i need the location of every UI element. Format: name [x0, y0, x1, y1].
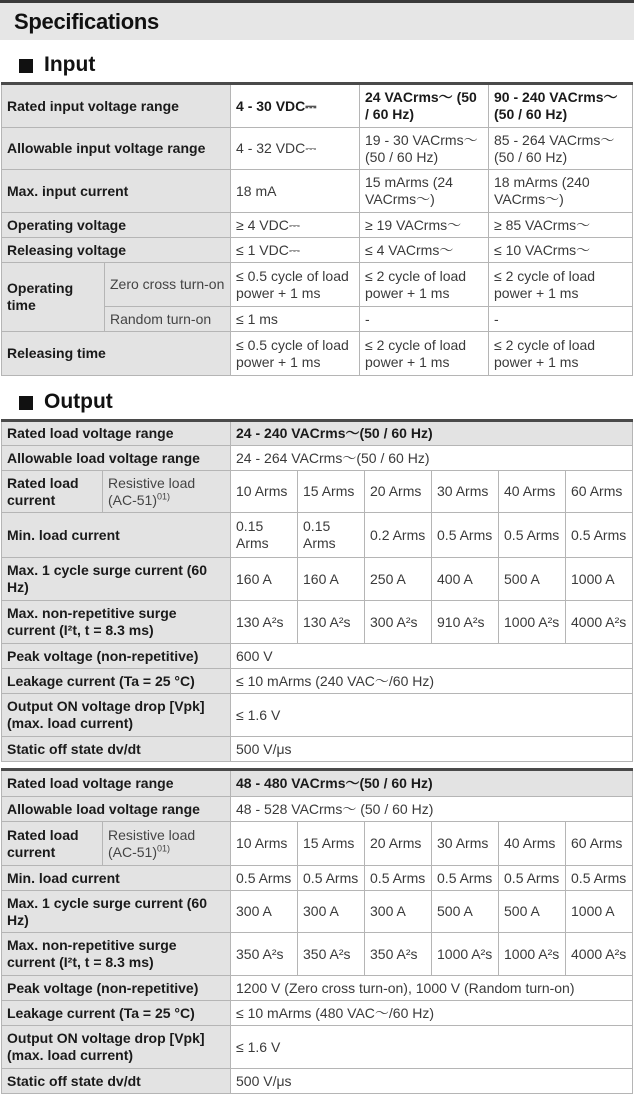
- cell: 1200 V (Zero cross turn-on), 1000 V (Random turn-on): [231, 976, 633, 1001]
- table-row: [2, 601, 633, 644]
- cell: 4 - 30 VDC⎓: [231, 84, 360, 128]
- cell: 0.15 Arms: [298, 513, 365, 558]
- surge-current-label: Max. 1 cycle surge current (60 Hz): [2, 891, 231, 933]
- operating-voltage-label: Operating voltage: [2, 213, 231, 238]
- table-row: [2, 421, 633, 446]
- surge-current-label: Max. 1 cycle surge current (60 Hz): [2, 558, 231, 601]
- resistive-load-label: [103, 471, 231, 513]
- dvdt-label: Static off state dv/dt: [2, 1069, 231, 1094]
- table-row: [2, 513, 633, 558]
- cell: 20 Arms: [365, 822, 432, 866]
- cell: 10 Arms: [231, 471, 298, 513]
- i2t-surge-label: Max. non-repetitive surge current (I²t, t = 8.3 ms): [2, 933, 231, 976]
- leakage-current-label: Leakage current (Ta = 25 °C): [2, 1001, 231, 1026]
- cell: ≤ 1 ms: [231, 307, 360, 332]
- voltage-drop-label: Output ON voltage drop [Vpk] (max. load current): [2, 1026, 231, 1069]
- cell: 18 mArms (240 VACrms～): [489, 170, 633, 213]
- cell: 15 Arms: [298, 822, 365, 866]
- table-row: [2, 1001, 633, 1026]
- table-row: [2, 213, 633, 238]
- resistive-load-text: Resistive load (AC-51): [108, 826, 196, 860]
- footnote-ref: 01): [157, 490, 171, 501]
- square-bullet-icon: [19, 59, 33, 73]
- cell: 500 V/μs: [231, 737, 633, 762]
- cell: 19 - 30 VACrms～ (50 / 60 Hz): [360, 128, 489, 170]
- cell: 0.5 Arms: [499, 866, 566, 891]
- input-section-heading: Input: [0, 50, 634, 80]
- cell: 350 A²s: [365, 933, 432, 976]
- output-spec-table-2: [1, 768, 633, 1094]
- cell: -: [360, 307, 489, 332]
- cell: 10 Arms: [231, 822, 298, 866]
- cell: 300 A²s: [365, 601, 432, 644]
- cell: ≤ 2 cycle of load power + 1 ms: [489, 332, 633, 376]
- cell: ≤ 10 mArms (240 VAC～/60 Hz): [231, 669, 633, 694]
- resistive-load-label: [103, 822, 231, 866]
- table-row: [2, 471, 633, 513]
- resistive-load-text: Resistive load (AC-51): [108, 474, 196, 508]
- cell: ≤ 10 VACrms～: [489, 238, 633, 263]
- cell: 24 - 240 VACrms～(50 / 60 Hz): [231, 421, 633, 446]
- cell: ≤ 2 cycle of load power + 1 ms: [360, 332, 489, 376]
- cell: 350 A²s: [298, 933, 365, 976]
- table-row: [2, 822, 633, 866]
- cell: 300 A: [231, 891, 298, 933]
- leakage-current-label: Leakage current (Ta = 25 °C): [2, 669, 231, 694]
- cell: 18 mA: [231, 170, 360, 213]
- cell: 500 A: [432, 891, 499, 933]
- zero-cross-label: Zero cross turn-on: [105, 263, 231, 307]
- table-row: [2, 933, 633, 976]
- cell: 350 A²s: [231, 933, 298, 976]
- table-row: [2, 238, 633, 263]
- rated-load-voltage-label: Rated load voltage range: [2, 421, 231, 446]
- table-row: [2, 976, 633, 1001]
- min-load-current-label: Min. load current: [2, 513, 231, 558]
- cell: ≥ 85 VACrms～: [489, 213, 633, 238]
- square-bullet-icon: [19, 396, 33, 410]
- table-row: [2, 263, 633, 307]
- random-turn-on-label: Random turn-on: [105, 307, 231, 332]
- allowable-load-voltage-label: Allowable load voltage range: [2, 797, 231, 822]
- cell: 910 A²s: [432, 601, 499, 644]
- table-row: [2, 128, 633, 170]
- cell: 300 A: [365, 891, 432, 933]
- cell: ≥ 19 VACrms～: [360, 213, 489, 238]
- cell: ≤ 1 VDC⎓: [231, 238, 360, 263]
- dvdt-label: Static off state dv/dt: [2, 737, 231, 762]
- table-row: [2, 737, 633, 762]
- table-row: [2, 669, 633, 694]
- table-row: [2, 694, 633, 737]
- operating-time-label: Operating time: [2, 263, 105, 332]
- cell: 4 - 32 VDC⎓: [231, 128, 360, 170]
- peak-voltage-label: Peak voltage (non-repetitive): [2, 976, 231, 1001]
- cell: 160 A: [298, 558, 365, 601]
- cell: 60 Arms: [566, 471, 633, 513]
- max-input-current-label: Max. input current: [2, 170, 231, 213]
- cell: 500 V/μs: [231, 1069, 633, 1094]
- rated-load-voltage-label: Rated load voltage range: [2, 770, 231, 797]
- cell: 4000 A²s: [566, 601, 633, 644]
- cell: 15 mArms (24 VACrms～): [360, 170, 489, 213]
- cell: ≤ 4 VACrms～: [360, 238, 489, 263]
- min-load-current-label: Min. load current: [2, 866, 231, 891]
- table-row: [2, 770, 633, 797]
- cell: ≥ 4 VDC⎓: [231, 213, 360, 238]
- table-row: [2, 1026, 633, 1069]
- input-spec-table: [1, 82, 633, 376]
- rated-input-label: Rated input voltage range: [2, 84, 231, 128]
- cell: ≤ 1.6 V: [231, 694, 633, 737]
- i2t-surge-label: Max. non-repetitive surge current (I²t, t = 8.3 ms): [2, 601, 231, 644]
- table-row: [2, 170, 633, 213]
- table-row: [2, 446, 633, 471]
- cell: 0.5 Arms: [566, 866, 633, 891]
- table-row: [2, 332, 633, 376]
- cell: 24 - 264 VACrms～(50 / 60 Hz): [231, 446, 633, 471]
- rated-load-current-label: Rated load current: [2, 471, 103, 513]
- table-row: [2, 558, 633, 601]
- cell: 48 - 480 VACrms～(50 / 60 Hz): [231, 770, 633, 797]
- output-section-heading: Output: [0, 387, 634, 417]
- cell: 500 A: [499, 891, 566, 933]
- allowable-input-label: Allowable input voltage range: [2, 128, 231, 170]
- cell: 130 A²s: [231, 601, 298, 644]
- cell: 85 - 264 VACrms～ (50 / 60 Hz): [489, 128, 633, 170]
- footnote-ref: 01): [157, 842, 171, 853]
- table-row: [2, 644, 633, 669]
- cell: ≤ 10 mArms (480 VAC～/60 Hz): [231, 1001, 633, 1026]
- cell: 30 Arms: [432, 471, 499, 513]
- cell: 4000 A²s: [566, 933, 633, 976]
- cell: ≤ 2 cycle of load power + 1 ms: [360, 263, 489, 307]
- page-title: Specifications: [0, 3, 634, 40]
- releasing-voltage-label: Releasing voltage: [2, 238, 231, 263]
- cell: 30 Arms: [432, 822, 499, 866]
- cell: 0.15 Arms: [231, 513, 298, 558]
- cell: 0.5 Arms: [432, 866, 499, 891]
- cell: 500 A: [499, 558, 566, 601]
- peak-voltage-label: Peak voltage (non-repetitive): [2, 644, 231, 669]
- cell: 600 V: [231, 644, 633, 669]
- table-row: [2, 891, 633, 933]
- cell: 300 A: [298, 891, 365, 933]
- output-spec-table-1: [1, 419, 633, 762]
- table-row: [2, 1069, 633, 1094]
- cell: 90 - 240 VACrms～ (50 / 60 Hz): [489, 84, 633, 128]
- rated-load-current-label: Rated load current: [2, 822, 103, 866]
- cell: 0.5 Arms: [298, 866, 365, 891]
- cell: 0.2 Arms: [365, 513, 432, 558]
- cell: ≤ 2 cycle of load power + 1 ms: [489, 263, 633, 307]
- cell: -: [489, 307, 633, 332]
- cell: ≤ 0.5 cycle of load power + 1 ms: [231, 332, 360, 376]
- cell: 0.5 Arms: [499, 513, 566, 558]
- cell: 0.5 Arms: [231, 866, 298, 891]
- cell: 0.5 Arms: [566, 513, 633, 558]
- cell: 400 A: [432, 558, 499, 601]
- cell: 0.5 Arms: [365, 866, 432, 891]
- table-row: [2, 866, 633, 891]
- cell: 48 - 528 VACrms～ (50 / 60 Hz): [231, 797, 633, 822]
- cell: 130 A²s: [298, 601, 365, 644]
- cell: ≤ 1.6 V: [231, 1026, 633, 1069]
- cell: 160 A: [231, 558, 298, 601]
- cell: 250 A: [365, 558, 432, 601]
- cell: ≤ 0.5 cycle of load power + 1 ms: [231, 263, 360, 307]
- releasing-time-label: Releasing time: [2, 332, 231, 376]
- cell: 1000 A²s: [499, 933, 566, 976]
- cell: 15 Arms: [298, 471, 365, 513]
- cell: 40 Arms: [499, 822, 566, 866]
- cell: 20 Arms: [365, 471, 432, 513]
- table-row: [2, 797, 633, 822]
- cell: 60 Arms: [566, 822, 633, 866]
- cell: 1000 A: [566, 891, 633, 933]
- cell: 24 VACrms～ (50 / 60 Hz): [360, 84, 489, 128]
- cell: 1000 A²s: [432, 933, 499, 976]
- cell: 1000 A: [566, 558, 633, 601]
- cell: 0.5 Arms: [432, 513, 499, 558]
- allowable-load-voltage-label: Allowable load voltage range: [2, 446, 231, 471]
- table-row: [2, 84, 633, 128]
- cell: 40 Arms: [499, 471, 566, 513]
- cell: 1000 A²s: [499, 601, 566, 644]
- voltage-drop-label: Output ON voltage drop [Vpk] (max. load current): [2, 694, 231, 737]
